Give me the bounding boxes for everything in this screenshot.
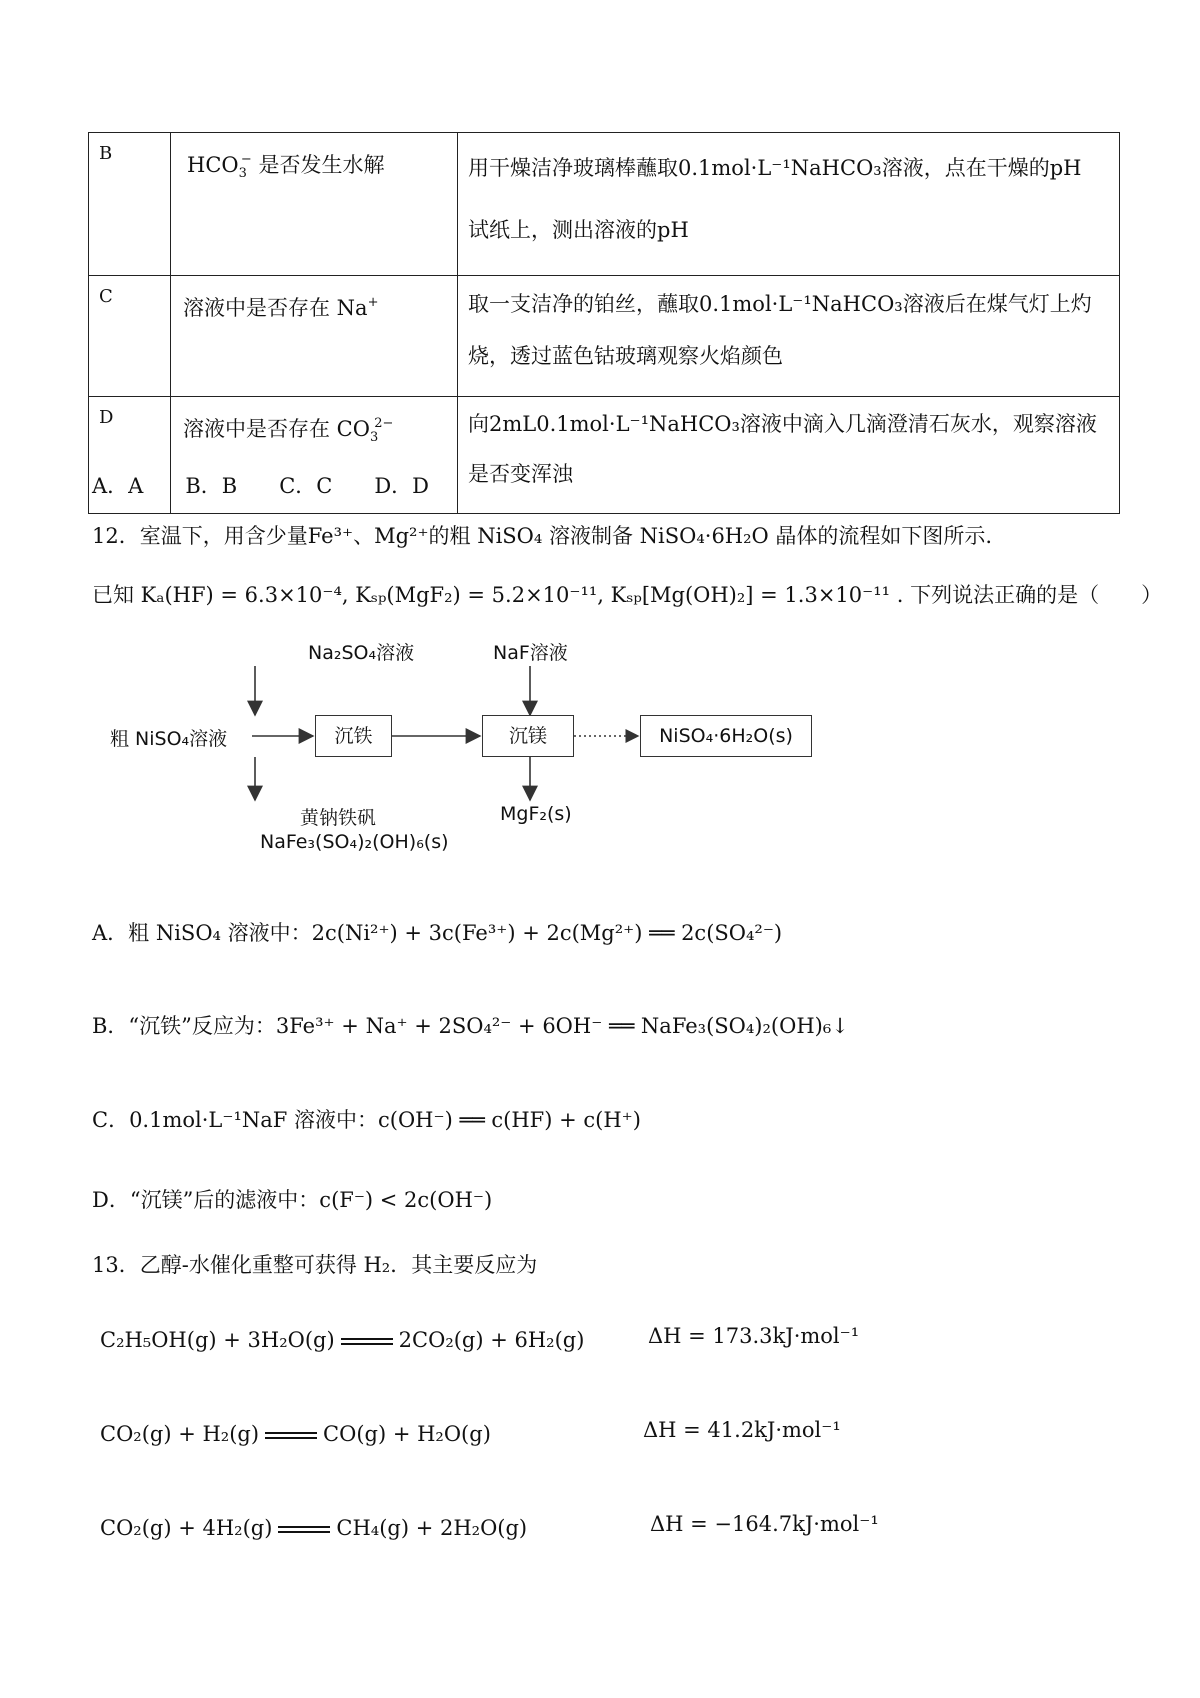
q12-option-d: D．“沉镁”后的滤液中：c(F⁻) < 2c(OH⁻) [92, 1188, 493, 1212]
q12-option-c: C．0.1mol·L⁻¹NaF 溶液中：c(OH⁻) ══ c(HF) + c(H⁺) [92, 1108, 641, 1132]
q13-stem: 13．乙醇-水催化重整可获得 H₂．其主要反应为 [92, 1253, 538, 1277]
purpose-cell: 溶液中是否存在 $CO_3^{2-}$ [171, 397, 458, 514]
product-box: NiSO₄·6H₂O(s) [640, 715, 812, 757]
row-label-cell: C [89, 276, 171, 397]
process-flowchart [100, 630, 820, 870]
reaction-3: CO₂(g) + 4H₂(g) CH₄(g) + 2H₂O(g) [100, 1516, 528, 1540]
q11-options: A．A B．B C．C D．D [92, 474, 430, 498]
table-row [89, 276, 1120, 397]
purpose-cell: $HCO_3^-$ 是否发生水解 [171, 133, 458, 276]
reaction-3-enthalpy: ΔH = −164.7kJ·mol⁻¹ [650, 1512, 879, 1536]
purpose-cell: 溶液中是否存在 Na+ [171, 276, 458, 397]
method-cell: 用干燥洁净玻璃棒蘸取0.1mol·L⁻¹NaHCO₃溶液，点在干燥的pH 试纸上，测出溶液的pH [458, 133, 1120, 276]
reaction-1: C₂H₅OH(g) + 3H₂O(g) 2CO₂(g) + 6H₂(g) [100, 1328, 585, 1352]
q12-option-a: A．粗 NiSO₄ 溶液中：2c(Ni²⁺) + 3c(Fe³⁺) + 2c(Mg²⁺) ══ 2c(SO₄²⁻) [92, 921, 783, 945]
reaction-2: CO₂(g) + H₂(g) CO(g) + H₂O(g) [100, 1422, 491, 1446]
equilibrium-sign [341, 1337, 393, 1347]
q12-stem: 12．室温下，用含少量Fe³⁺、Mg²⁺的粗 NiSO₄ 溶液制备 NiSO₄·6H₂O 晶体的流程如下图所示. [92, 524, 993, 548]
step-magnesium-removal: 沉镁 [482, 715, 574, 757]
experiment-table [88, 132, 1120, 514]
reagent-naf: NaF溶液 [493, 642, 568, 664]
method-cell: 取一支洁净的铂丝，蘸取0.1mol·L⁻¹NaHCO₃溶液后在煤气灯上灼烧，透过蓝色钴玻璃观察火焰颜色 [458, 276, 1120, 397]
row-label-cell: D [89, 397, 171, 514]
equilibrium-sign [265, 1431, 317, 1441]
q12-option-b: B．“沉铁”反应为：3Fe³⁺ + Na⁺ + 2SO₄²⁻ + 6OH⁻ ══ NaFe₃(SO₄)₂(OH)₆↓ [92, 1014, 849, 1038]
row-label-cell: B [89, 133, 171, 276]
q12-known-values: 已知 Kₐ(HF) = 6.3×10⁻⁴, Kₛₚ(MgF₂) = 5.2×10⁻¹¹, Kₛₚ[Mg(OH)₂] = 1.3×10⁻¹¹ . 下列说法正确的是（ ） [92, 583, 1163, 607]
reagent-na2so4: Na₂SO₄溶液 [308, 642, 415, 664]
byproduct-jarosite-name: 黄钠铁矾 [300, 807, 377, 829]
step-iron-removal: 沉铁 [315, 715, 392, 757]
equilibrium-sign [278, 1525, 330, 1535]
method-cell: 向2mL0.1mol·L⁻¹NaHCO₃溶液中滴入几滴澄清石灰水，观察溶液是否变浑浊 [458, 397, 1120, 514]
table-row [89, 133, 1120, 276]
input-crude-niso4: 粗 NiSO₄溶液 [110, 728, 228, 750]
byproduct-jarosite-formula: NaFe₃(SO₄)₂(OH)₆(s) [260, 831, 449, 853]
byproduct-mgf2: MgF₂(s) [500, 803, 572, 825]
reaction-1-enthalpy: ΔH = 173.3kJ·mol⁻¹ [648, 1324, 860, 1348]
reaction-2-enthalpy: ΔH = 41.2kJ·mol⁻¹ [643, 1418, 841, 1442]
